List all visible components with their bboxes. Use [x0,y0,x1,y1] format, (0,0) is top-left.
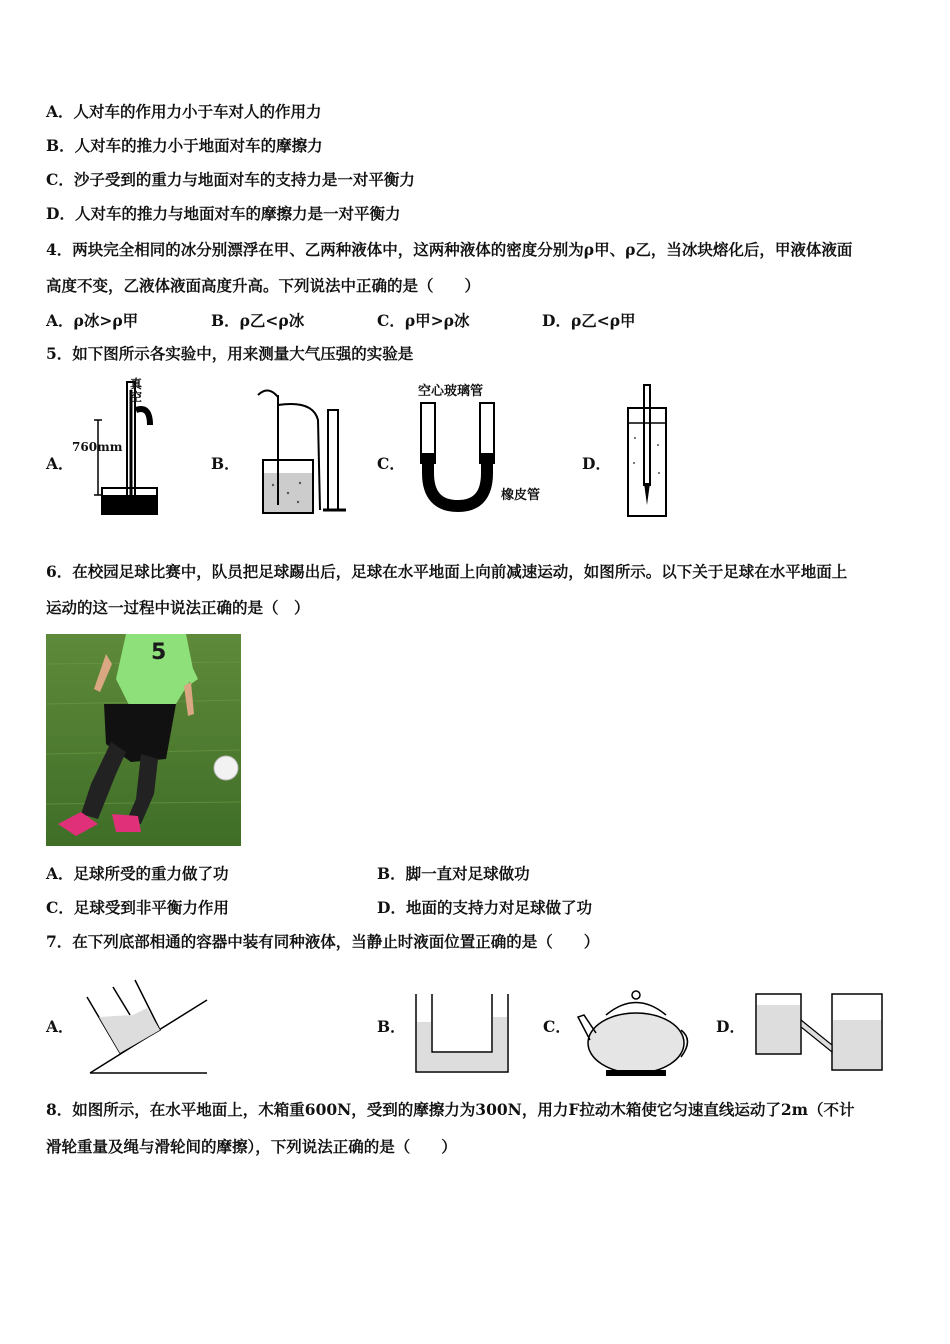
connected-containers-figure [752,990,887,1075]
jersey-number: 5 [151,640,167,665]
q6-option-b: B．脚一直对足球做功 [377,864,530,883]
q7-label-c: C． [543,1017,571,1036]
q4-option-d: D．ρ乙<ρ甲 [542,311,636,330]
syringe-beaker-figure [238,385,353,520]
q7-label-a: A． [46,1017,74,1036]
fig-c-glass-tube-label: 空心玻璃管 [418,384,484,399]
q4-option-b: B．ρ乙<ρ冰 [211,311,305,330]
q6-stem-line2: 运动的这一过程中说法正确的是（ ） [46,598,310,617]
q3-option-c: C．沙子受到的重力与地面对车的支持力是一对平衡力 [46,170,415,189]
q6-option-a: A．足球所受的重力做了功 [46,864,229,883]
q8-stem-line2: 滑轮重量及绳与滑轮间的摩擦），下列说法正确的是（ ） [46,1137,457,1156]
fig-a-760mm-label: 760mm [72,440,123,454]
u-container-figure [412,992,512,1077]
q5-stem: 5．如下图所示各实验中，用来测量大气压强的实验是 [46,344,414,363]
fig-a-vacuum-label: 真空 [130,377,143,404]
q5-label-a: A． [46,454,74,473]
teapot-figure [576,985,694,1080]
q4-option-c: C．ρ甲>ρ冰 [377,311,470,330]
q6-stem-line1: 6．在校园足球比赛中，队员把足球踢出后，足球在水平地面上向前减速运动，如图所示。以下关于足球在水平地面上 [46,562,848,581]
soccer-player-photo [46,634,241,846]
q6-option-d: D．地面的支持力对足球做了功 [377,898,592,917]
q7-stem: 7．在下列底部相通的容器中装有同种液体，当静止时液面位置正确的是（ ） [46,932,600,951]
q3-option-d: D．人对车的推力与地面对车的摩擦力是一对平衡力 [46,204,401,223]
q3-option-a: A．人对车的作用力小于车对人的作用力 [46,102,322,121]
slanted-container-figure [85,975,215,1077]
u-tube-figure [415,398,510,518]
q6-option-c: C．足球受到非平衡力作用 [46,898,229,917]
q8-stem-line1: 8．如图所示，在水平地面上，木箱重600N，受到的摩擦力为300N，用力F拉动木箱使它匀速直线运动了2m（不计 [46,1100,855,1119]
q4-stem-line2: 高度不变，乙液体液面高度升高。下列说法中正确的是（ ） [46,276,481,295]
q7-label-b: B． [377,1017,406,1036]
fig-c-rubber-tube-label: 橡皮管 [501,488,541,503]
q7-label-d: D． [716,1017,745,1036]
hydrometer-figure [620,383,675,521]
q5-label-c: C． [377,454,405,473]
q4-stem-line1: 4．两块完全相同的冰分别漂浮在甲、乙两种液体中，这两种液体的密度分别为ρ甲、ρ乙，当冰块熔化后，甲液体液面 [46,240,853,259]
q3-option-b: B．人对车的推力小于地面对车的摩擦力 [46,136,323,155]
q4-option-a: A．ρ冰>ρ甲 [46,311,139,330]
q5-label-d: D． [582,454,611,473]
q5-label-b: B． [211,454,240,473]
